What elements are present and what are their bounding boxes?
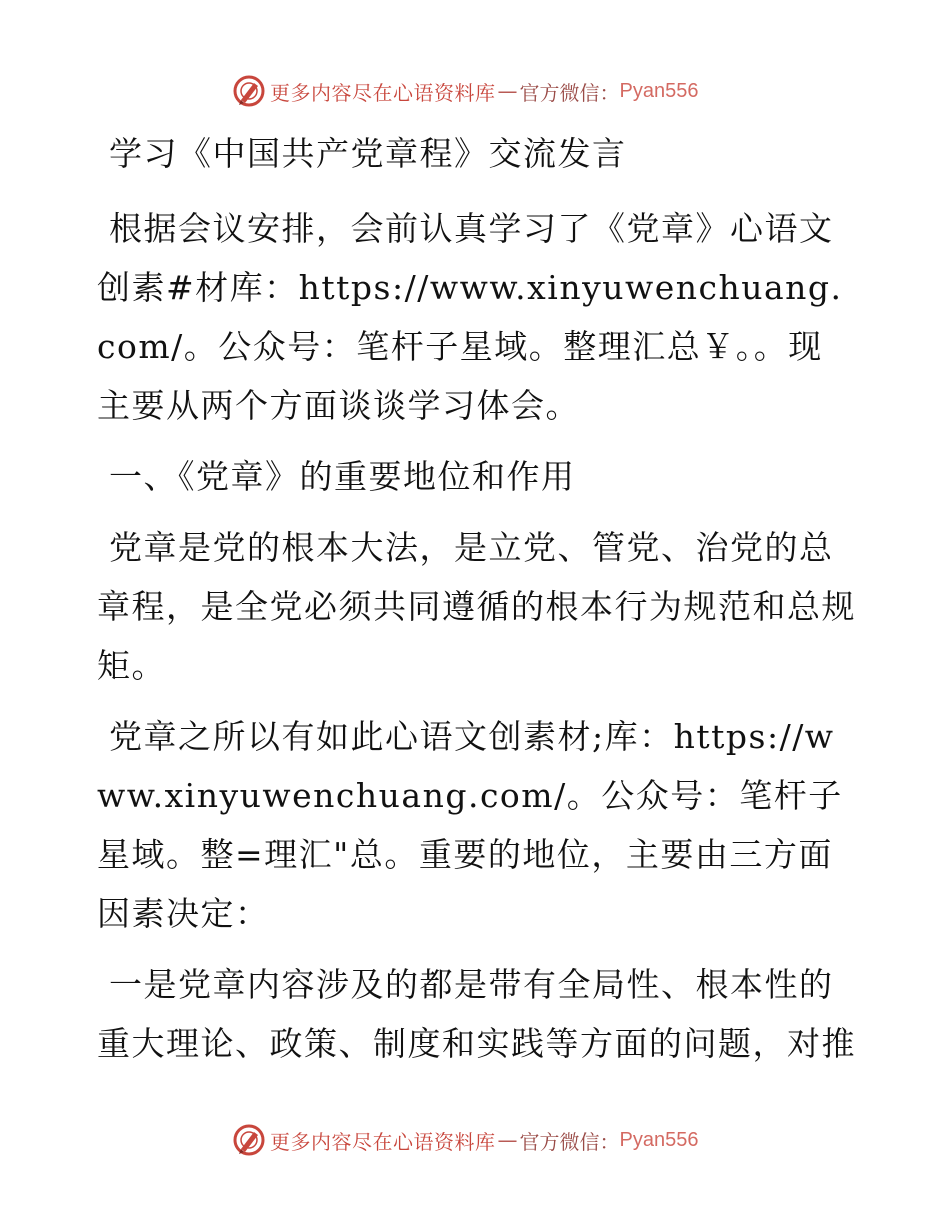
- watermark-main-text: 更多内容尽在心语资料库: [270, 1129, 496, 1154]
- section-heading-1: 一、《党章》的重要地位和作用: [109, 457, 576, 496]
- watermark-main-text: 更多内容尽在心语资料库: [270, 80, 496, 105]
- watermark-wechat-label: 官方微信：: [519, 80, 620, 105]
- document-body: [97, 124, 857, 1085]
- pen-logo-icon: [232, 1123, 266, 1157]
- pen-logo-icon: [232, 74, 266, 108]
- watermark-header: [232, 74, 698, 108]
- watermark-dash: —: [497, 1128, 518, 1152]
- paragraph-point-one: 一是党章内容涉及的都是带有全局性、根本性的重大理论、政策、制度和实践等方面的问题，对推: [97, 965, 856, 1063]
- paragraph-party-constitution: 党章是党的根本大法，是立党、管党、治党的总章程，是全党必须共同遵循的根本行为规范和总规矩。: [97, 528, 856, 685]
- watermark-dash: —: [497, 79, 518, 103]
- watermark-wechat-label: 官方微信：: [519, 1129, 620, 1154]
- watermark-footer: [232, 1123, 698, 1157]
- watermark-wechat-id: Pyan556: [619, 79, 699, 102]
- document-title: 学习《中国共产党章程》交流发言: [109, 134, 627, 173]
- paragraph-intro: 根据会议安排，会前认真学习了《党章》心语文创素#材库：https://www.xinyuwenchuang.com/。公众号：笔杆子星域。整理汇总￥。。现主要从两个方面谈谈学习体会。: [97, 209, 843, 425]
- paragraph-importance-reasons: 党章之所以有如此心语文创素材;库：https://www.xinyuwenchuang.com/。公众号：笔杆子星域。整=理汇"总。重要的地位，主要由三方面因素决定：: [97, 717, 843, 933]
- watermark-wechat-id: Pyan556: [619, 1128, 699, 1151]
